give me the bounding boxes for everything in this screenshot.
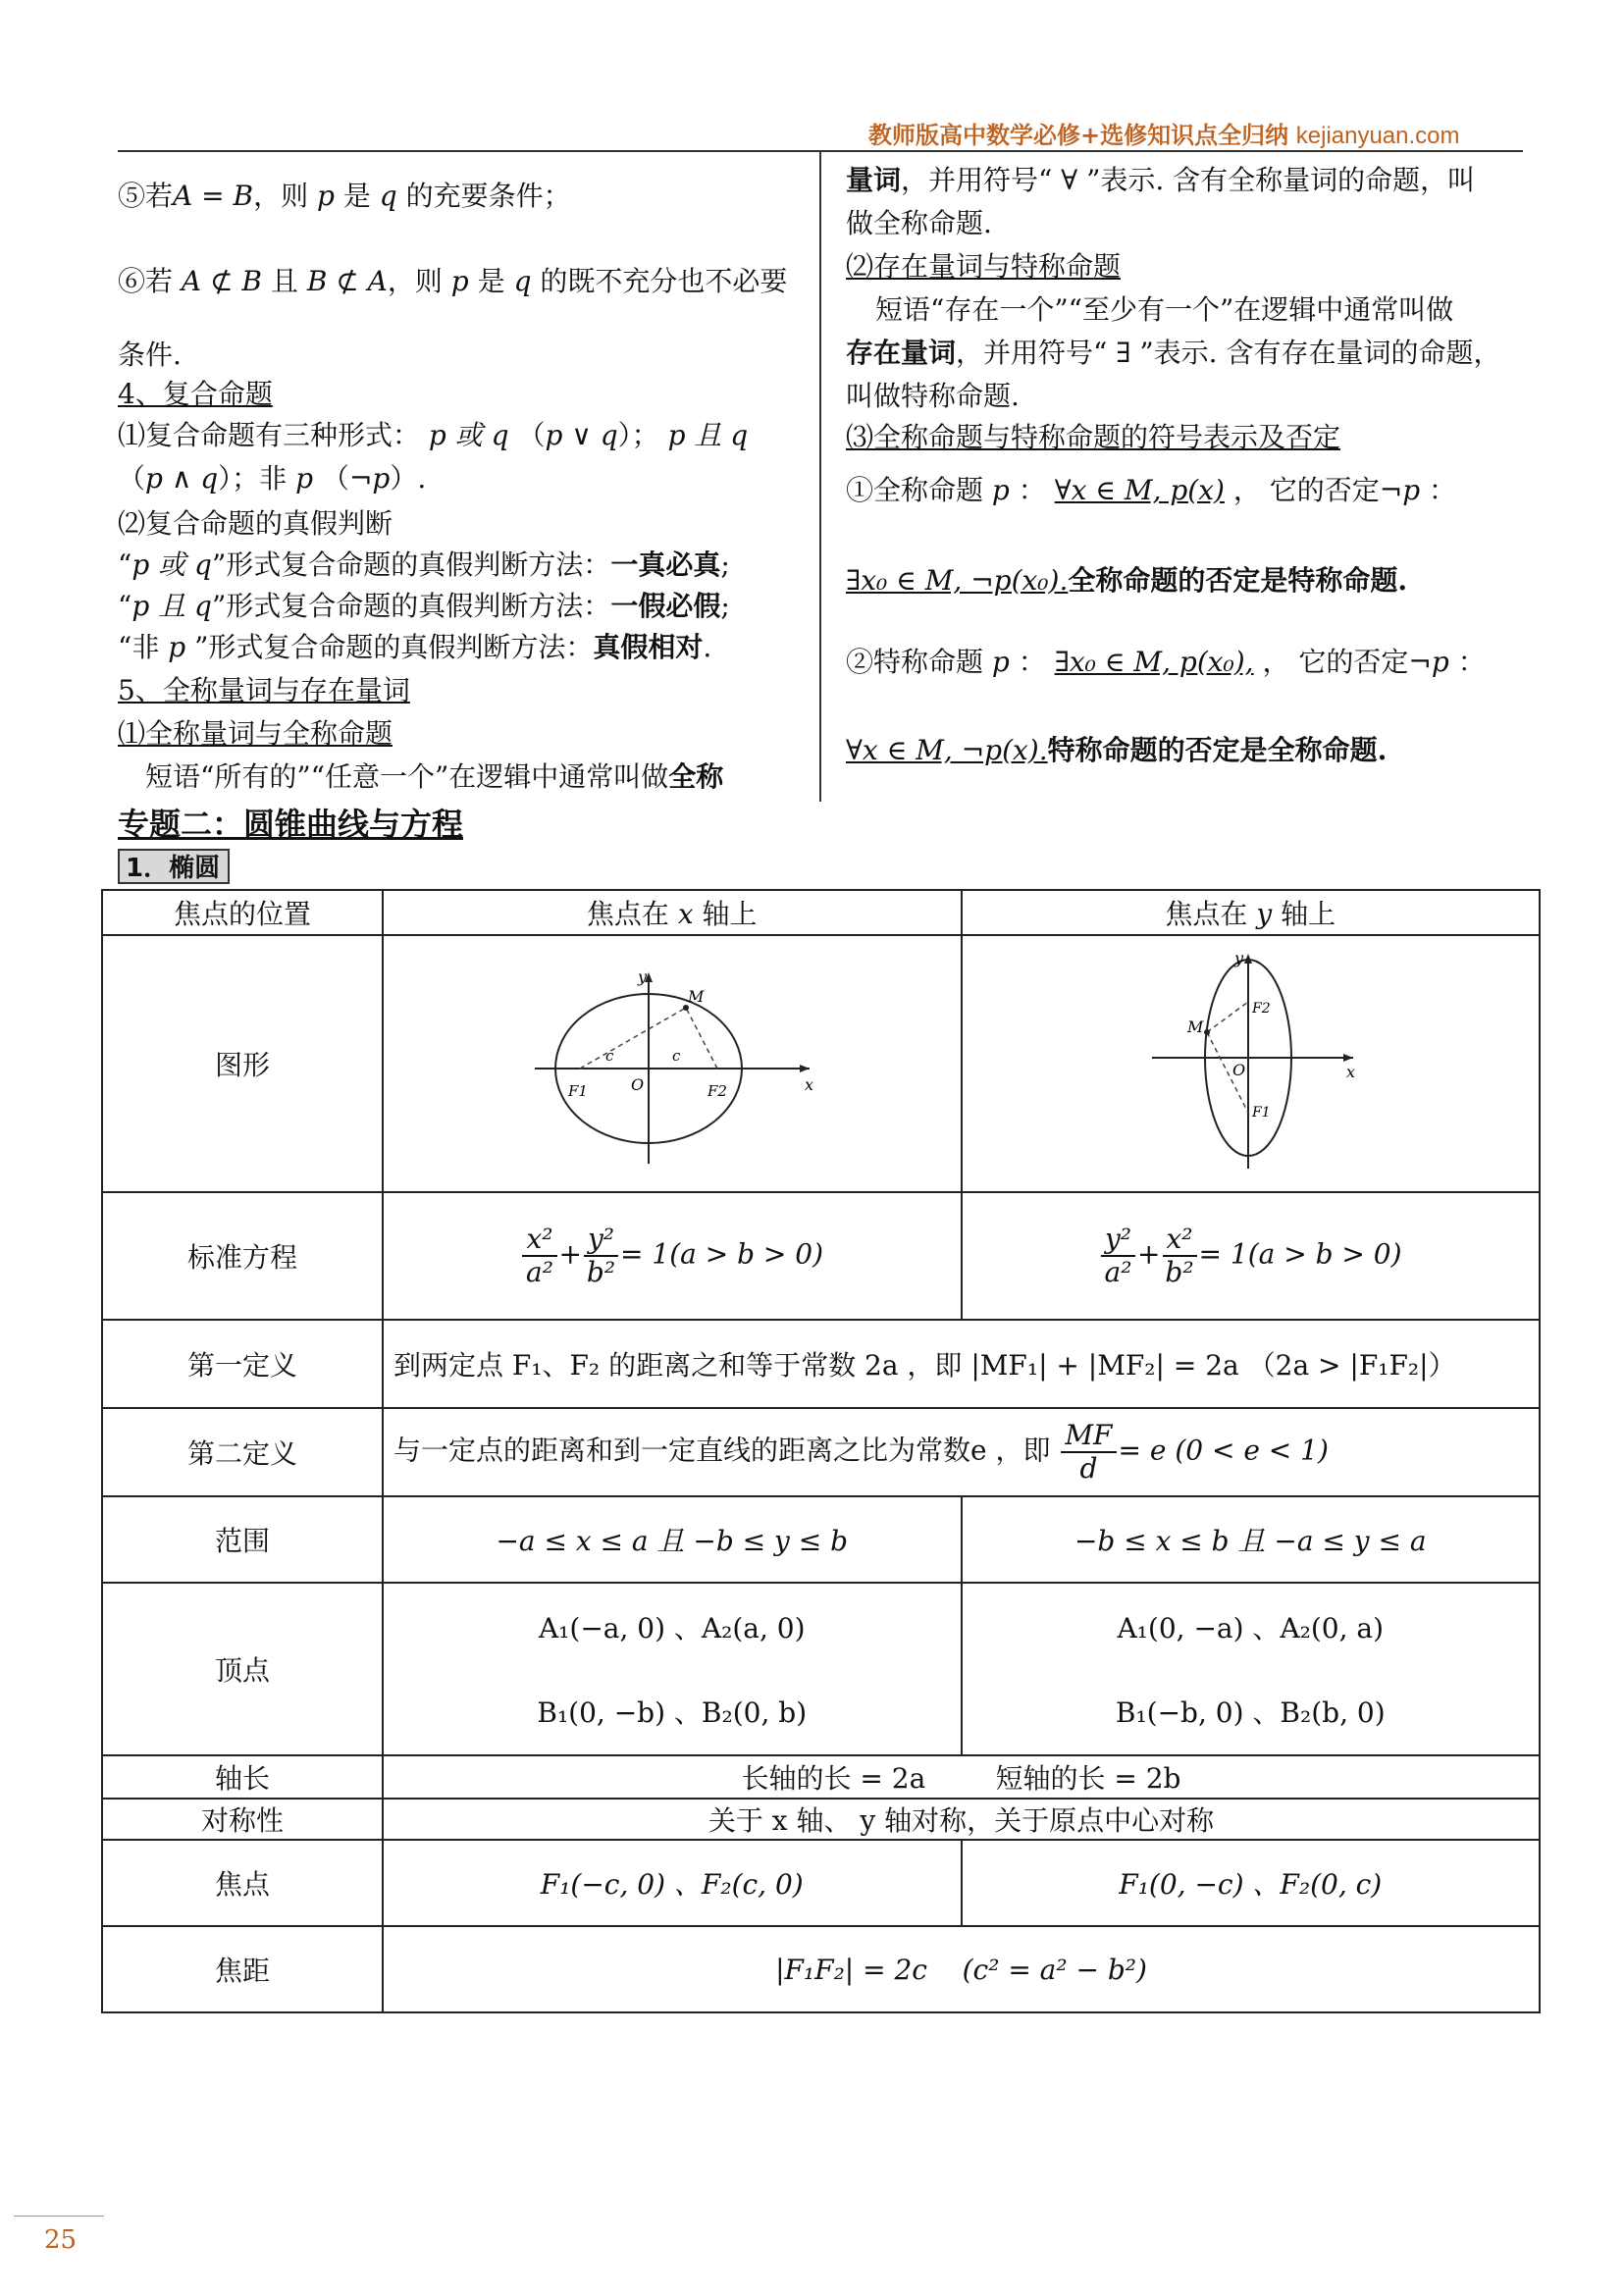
sub-universal: ⑴全称量词与全称命题 [118, 717, 393, 750]
label-O: O [1232, 1060, 1246, 1079]
table-row [102, 890, 1540, 935]
label-x: x [804, 1074, 813, 1094]
r-line3: 短语“存在一个”“至少有一个”在逻辑中通常叫做 [875, 293, 1454, 326]
label-F2: F2 [707, 1081, 727, 1100]
cell-label: 轴长 [102, 1755, 383, 1799]
condition-6: ⑥若 A ⊄ B 且 B ⊄ A，则 p 是 q 的既不充分也不必要 [118, 265, 788, 297]
r-line5: 叫做特称命题. [846, 380, 1020, 412]
cell-label: 焦点的位置 [102, 890, 383, 935]
label-M: M [1187, 1017, 1204, 1036]
footer-rule [14, 2216, 104, 2217]
ellipse-x-figure [525, 953, 819, 1169]
table-row [102, 1926, 1540, 2012]
compound-forms-cont: （p ∧ q）；非 p （¬p）. [118, 462, 427, 495]
r-line2: 做全称命题. [846, 207, 992, 239]
cell: 关于 x 轴、 y 轴对称，关于原点中心对称 [383, 1799, 1540, 1840]
cell: A₁(−a, 0) 、A₂(a, 0) B₁(0, −b) 、B₂(0, b) [383, 1583, 962, 1755]
truth-heading: ⑵复合命题的真假判断 [118, 507, 393, 540]
label-F1: F1 [1252, 1104, 1271, 1121]
cell: −a ≤ x ≤ a 且 −b ≤ y ≤ b [383, 1496, 962, 1583]
cell: −b ≤ x ≤ b 且 −a ≤ y ≤ a [962, 1496, 1541, 1583]
label-x: x [1346, 1062, 1356, 1081]
cell: 焦点在 y 轴上 [962, 890, 1541, 935]
label-y: y [1234, 948, 1244, 967]
cell-label: 标准方程 [102, 1192, 383, 1320]
table-row [102, 1799, 1540, 1840]
compound-forms: ⑴复合命题有三种形式： p 或 q （p ∨ q）； p 且 q [118, 419, 749, 451]
ellipse-y-figure [1132, 948, 1368, 1174]
cell: $\frac{\text{y²}}{\text{a²}}$ + $\frac{\text{x²}}{\text{b²}}$ = 1(a > b > 0) [962, 1192, 1541, 1320]
heading-compound: 4、复合命题 [118, 378, 273, 410]
cell: $\frac{\text{x²}}{\text{a²}}$ + $\frac{\text{y²}}{\text{b²}}$ = 1(a > b > 0) [383, 1192, 962, 1320]
label-M: M [687, 986, 705, 1006]
section-title: 专题二：圆锥曲线与方程 [118, 806, 464, 843]
condition-5: ⑤若A = B，则 p 是 q 的充要条件； [118, 180, 571, 212]
r-line4: 存在量词，并用符号“ ∃ ”表示. 含有存在量词的命题， [846, 337, 1501, 369]
label-y: y [637, 966, 647, 986]
rule-not: “非 p ”形式复合命题的真假判断方法：真假相对. [118, 631, 712, 663]
cell-label: 第一定义 [102, 1320, 383, 1408]
rule-and: “p 且 q”形式复合命题的真假判断方法：一假必假; [118, 590, 730, 622]
r-heading-exist: ⑵存在量词与特称命题 [846, 250, 1122, 283]
table-row [102, 1496, 1540, 1583]
cell: 焦点在 x 轴上 [383, 890, 962, 935]
cell: |F₁F₂| = 2c (c² = a² − b²) [383, 1926, 1540, 2012]
ellipse-table [101, 889, 1541, 2013]
label-O: O [630, 1074, 644, 1094]
cell: F₁(−c, 0) 、F₂(c, 0) [383, 1840, 962, 1926]
cell: 到两定点 F₁、F₂ 的距离之和等于常数 2a ，即 |MF₁| + |MF₂| = 2a （2a > |F₁F₂|） [383, 1320, 1540, 1408]
universal-negation: ∃x₀ ∈ M, ¬p(x₀).全称命题的否定是特称命题. [846, 564, 1408, 597]
universal-text: 短语“所有的”“任意一个”在逻辑中通常叫做全称 [145, 760, 724, 793]
page-number: 25 [44, 2225, 78, 2255]
table-row [102, 1320, 1540, 1408]
table-row [102, 935, 1540, 1192]
cell-label: 范围 [102, 1496, 383, 1583]
table-row [102, 1192, 1540, 1320]
particular-negation: ∀x ∈ M, ¬p(x).特称命题的否定是全称命题. [846, 734, 1388, 766]
rule-or: “p 或 q”形式复合命题的真假判断方法：一真必真; [118, 548, 730, 581]
table-row [102, 1755, 1540, 1799]
cell-label: 第二定义 [102, 1408, 383, 1496]
page-header: 教师版高中数学必修+选修知识点全归纳 kejianyuan.com [868, 122, 1460, 149]
cell-label: 对称性 [102, 1799, 383, 1840]
heading-quantifier: 5、全称量词与存在量词 [118, 674, 410, 706]
cell: F₁(0, −c) 、F₂(0, c) [962, 1840, 1541, 1926]
r-heading-neg: ⑶全称命题与特称命题的符号表示及否定 [846, 421, 1341, 453]
label-c: c [604, 1046, 614, 1065]
cell [962, 935, 1541, 1192]
table-row [102, 1583, 1540, 1755]
label-c: c [671, 1046, 681, 1065]
section-tag: 1．椭圆 [118, 849, 230, 884]
particular-prop: ②特称命题 p ： ∃x₀ ∈ M, p(x₀), ， 它的否定¬p ： [846, 646, 1486, 678]
label-F2: F2 [1252, 1000, 1271, 1017]
cell: A₁(0, −a) 、A₂(0, a) B₁(−b, 0) 、B₂(b, 0) [962, 1583, 1541, 1755]
cell-label: 顶点 [102, 1583, 383, 1755]
cell [383, 935, 962, 1192]
cell-label: 图形 [102, 935, 383, 1192]
condition-6-cont: 条件. [118, 339, 182, 371]
column-divider [819, 152, 821, 802]
cell-label: 焦点 [102, 1840, 383, 1926]
cell: 与一定点的距离和到一定直线的距离之比为常数e ，即 $\frac{MF}{d}$ = e (0 < e < 1) [383, 1408, 1540, 1496]
cell: 长轴的长 = 2a 短轴的长 = 2b [383, 1755, 1540, 1799]
universal-prop: ①全称命题 p ： ∀x ∈ M, p(x) ， 它的否定¬p ： [846, 474, 1457, 506]
table-row [102, 1408, 1540, 1496]
label-F1: F1 [567, 1081, 588, 1100]
r-line1: 量词，并用符号“ ∀ ”表示. 含有全称量词的命题，叫 [846, 164, 1476, 196]
cell-label: 焦距 [102, 1926, 383, 2012]
table-row [102, 1840, 1540, 1926]
